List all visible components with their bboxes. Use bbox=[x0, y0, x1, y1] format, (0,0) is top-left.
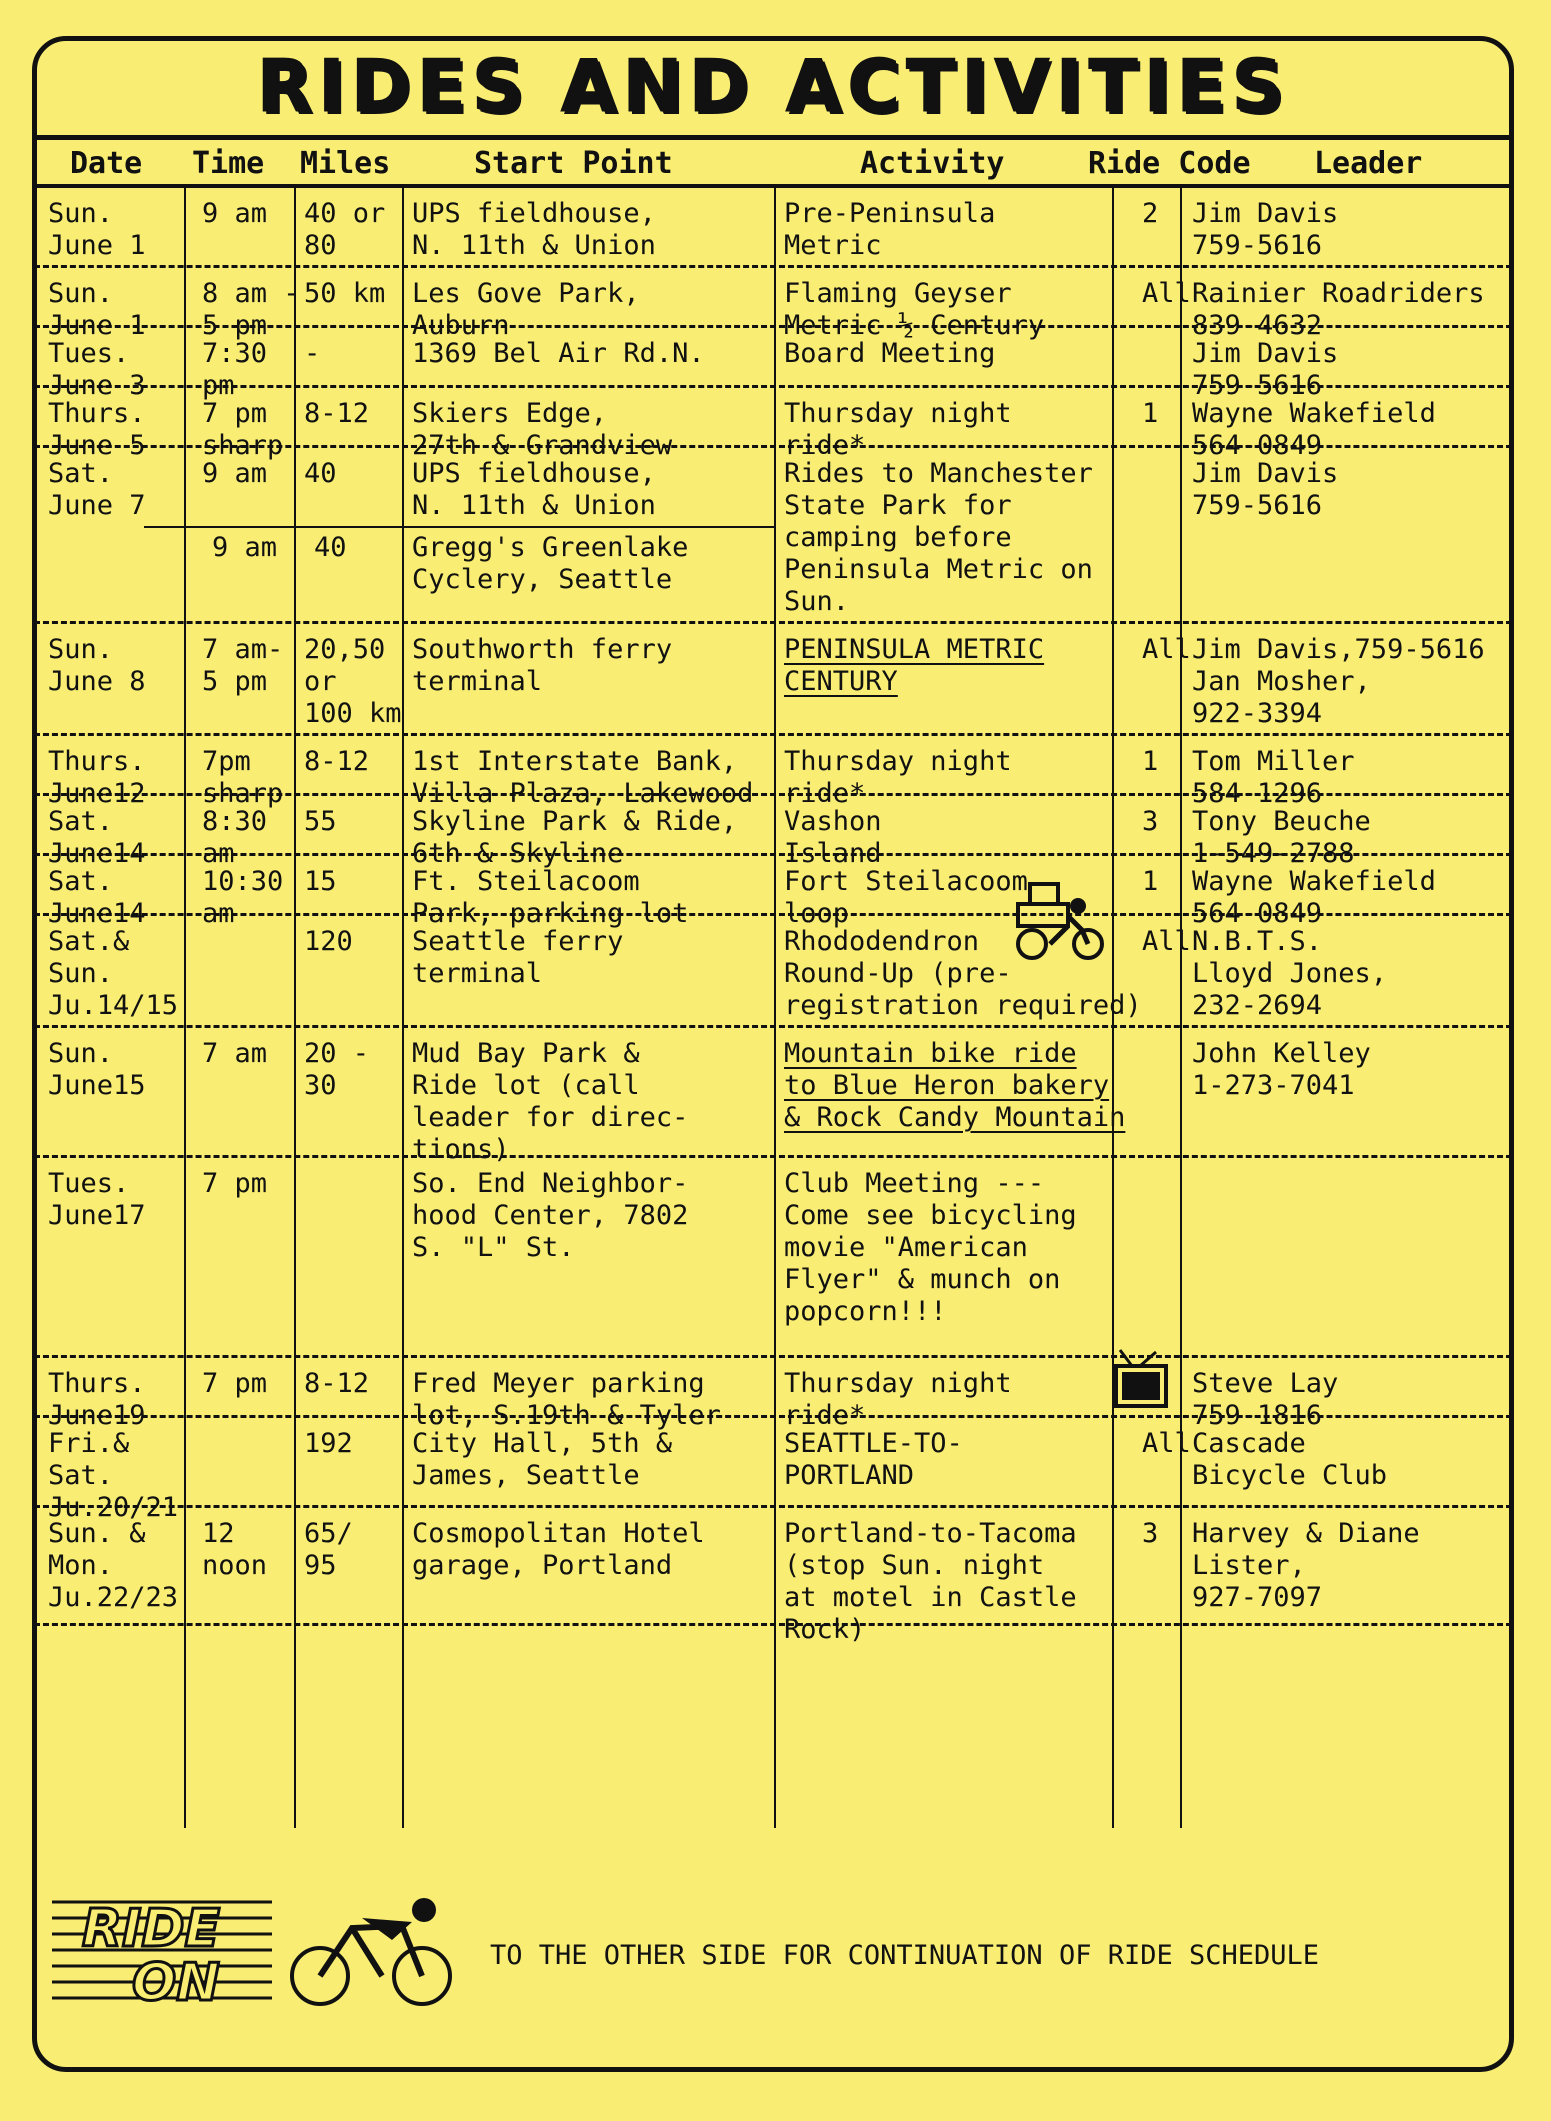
cell-leader: Tom Miller 584-1296 bbox=[1192, 746, 1355, 809]
cell-code: 1 bbox=[1142, 398, 1159, 429]
cell-code: All bbox=[1142, 1428, 1191, 1459]
col-ride-code: Ride Code bbox=[1088, 146, 1251, 181]
cell-date: Thurs. June12 bbox=[48, 746, 146, 809]
cell-date: Thurs. June 5 bbox=[48, 398, 146, 461]
cell-activity: Club Meeting --- Come see bicycling movie "American Flyer" & munch on popcorn!!! bbox=[784, 1168, 1077, 1327]
cell-date: Sat.& Sun. Ju.14/15 bbox=[48, 926, 179, 1021]
cell-date: Sat. June14 bbox=[48, 866, 146, 929]
rides-table bbox=[34, 188, 1512, 1828]
cell-time: 9 am bbox=[202, 198, 268, 229]
cell-leader: Jim Davis 759-5616 bbox=[1192, 198, 1339, 261]
cell-leader: Jim Davis,759-5616 Jan Mosher, 922-3394 bbox=[1192, 634, 1485, 729]
cell-code: 1 bbox=[1142, 746, 1159, 777]
table-row bbox=[34, 1358, 1512, 1431]
cell-activity: Thursday night ride* bbox=[784, 1368, 1012, 1431]
cell-start: Skiers Edge, 27th & Grandview bbox=[412, 398, 673, 461]
cell-miles: 40 bbox=[304, 458, 337, 489]
cell-start: Fred Meyer parking lot, S.19th & Tyler bbox=[412, 1368, 721, 1431]
cell-start: UPS fieldhouse, N. 11th & Union bbox=[412, 458, 656, 521]
cell-leader: Wayne Wakefield 564-0849 bbox=[1192, 866, 1436, 929]
table-row bbox=[34, 1158, 1512, 1358]
cell-time: 8 am - 5 pm bbox=[202, 278, 300, 341]
cell-code: 2 bbox=[1142, 198, 1159, 229]
title-banner bbox=[32, 36, 1514, 140]
cell-activity: Fort Steilacoom loop bbox=[784, 866, 1028, 929]
cell-leader: Rainier Roadriders 839-4632 bbox=[1192, 278, 1485, 341]
cell-code: 3 bbox=[1142, 1518, 1159, 1549]
svg-text:RIDE: RIDE bbox=[82, 1899, 221, 1959]
cell-leader: Cascade Bicycle Club bbox=[1192, 1428, 1388, 1491]
cell-activity: Vashon Island bbox=[784, 806, 882, 869]
cell-activity: Rides to Manchester State Park for camping before Peninsula Metric on Sun. bbox=[784, 458, 1093, 617]
cell-activity: Thursday night ride* bbox=[784, 398, 1012, 461]
cell-date: Tues. June 3 bbox=[48, 338, 146, 401]
cell-activity: Pre-Peninsula Metric bbox=[784, 198, 996, 261]
cell-activity: Thursday night ride* bbox=[784, 746, 1012, 809]
cell-activity: SEATTLE-TO- PORTLAND bbox=[784, 1428, 963, 1491]
cell-time: 7 am- 5 pm bbox=[202, 634, 284, 697]
television-icon bbox=[1112, 1348, 1172, 1418]
cell-start-secondary: Gregg's Greenlake Cyclery, Seattle bbox=[412, 532, 689, 595]
table-header bbox=[34, 140, 1512, 188]
bicycle-cargo-icon bbox=[1010, 876, 1110, 966]
table-row bbox=[34, 448, 1512, 624]
cell-code: All bbox=[1142, 278, 1191, 309]
cell-date: Tues. June17 bbox=[48, 1168, 146, 1231]
cell-date: Sun. June 8 bbox=[48, 634, 146, 697]
cell-start: Mud Bay Park & Ride lot (call leader for direc- tions) bbox=[412, 1038, 689, 1165]
cell-time: 12 noon bbox=[202, 1518, 268, 1581]
cell-miles: 8-12 bbox=[304, 398, 370, 429]
cell-activity: Board Meeting bbox=[784, 338, 996, 369]
col-leader: Leader bbox=[1314, 146, 1423, 181]
table-row bbox=[34, 1028, 1512, 1165]
col-date: Date bbox=[70, 146, 143, 181]
svg-text:ON: ON bbox=[132, 1953, 220, 2008]
ride-on-logo bbox=[52, 1888, 472, 2008]
cell-miles: 55 bbox=[304, 806, 337, 837]
cell-start: Southworth ferry terminal bbox=[412, 634, 673, 697]
cell-miles: 20 - 30 bbox=[304, 1038, 370, 1101]
cell-start: Seattle ferry terminal bbox=[412, 926, 624, 989]
table-row bbox=[34, 188, 1512, 268]
cell-miles: 8-12 bbox=[304, 746, 370, 777]
cell-leader: Jim Davis 759-5616 bbox=[1192, 338, 1339, 401]
cell-time: 7pm sharp bbox=[202, 746, 284, 809]
col-start-point: Start Point bbox=[474, 146, 673, 181]
page-title: RIDES AND ACTIVITIES bbox=[256, 43, 1290, 128]
cell-date: Sat. June 7 bbox=[48, 458, 146, 521]
table-row bbox=[34, 916, 1512, 1028]
cell-date: Sun. June15 bbox=[48, 1038, 146, 1101]
col-time: Time bbox=[192, 146, 265, 181]
cell-start: Les Gove Park, Auburn bbox=[412, 278, 640, 341]
cell-start: 1369 Bel Air Rd.N. bbox=[412, 338, 705, 369]
cell-code: 3 bbox=[1142, 806, 1159, 837]
cell-leader: Wayne Wakefield 564-0849 bbox=[1192, 398, 1436, 461]
cell-activity: Rhododendron Round-Up (pre- registration required) bbox=[784, 926, 1142, 1021]
cell-start: Cosmopolitan Hotel garage, Portland bbox=[412, 1518, 705, 1581]
cell-activity: Flaming Geyser Metric ½ Century bbox=[784, 278, 1045, 341]
table-row bbox=[34, 856, 1512, 929]
cell-time: 8:30 am bbox=[202, 806, 268, 869]
table-row bbox=[34, 796, 1512, 869]
cell-leader: Steve Lay 759-1816 bbox=[1192, 1368, 1339, 1431]
cell-miles-secondary: 40 bbox=[314, 532, 347, 563]
cell-date: Sat. June14 bbox=[48, 806, 146, 869]
cell-time-secondary: 9 am bbox=[212, 532, 278, 563]
col-activity: Activity bbox=[860, 146, 1005, 181]
cell-miles: 120 bbox=[304, 926, 353, 957]
cell-miles: 192 bbox=[304, 1428, 353, 1459]
cell-miles: 50 km bbox=[304, 278, 386, 309]
cell-code: 1 bbox=[1142, 866, 1159, 897]
cell-date: Sun. June 1 bbox=[48, 198, 146, 261]
cell-miles: 15 bbox=[304, 866, 337, 897]
cell-activity: Portland-to-Tacoma (stop Sun. night at motel in Castle Rock) bbox=[784, 1518, 1077, 1645]
cell-miles: 20,50 or 100 km bbox=[304, 634, 402, 729]
cell-start: Skyline Park & Ride, 6th & Skyline bbox=[412, 806, 738, 869]
cell-leader: John Kelley 1-273-7041 bbox=[1192, 1038, 1371, 1101]
cell-leader: N.B.T.S. Lloyd Jones, 232-2694 bbox=[1192, 926, 1388, 1021]
col-miles: Miles bbox=[300, 146, 391, 181]
cell-date: Fri.& Sat. Ju.20/21 bbox=[48, 1428, 179, 1523]
cell-date: Sun. June 1 bbox=[48, 278, 146, 341]
table-row bbox=[34, 736, 1512, 809]
cell-miles: 65/ 95 bbox=[304, 1518, 353, 1581]
sub-row-divider bbox=[144, 526, 774, 528]
cell-date: Thurs. June19 bbox=[48, 1368, 146, 1431]
cell-leader: Tony Beuche 1-549-2788 bbox=[1192, 806, 1371, 869]
cell-time: 7:30 pm bbox=[202, 338, 268, 401]
cell-code: All bbox=[1142, 926, 1191, 957]
cell-time: 7 pm bbox=[202, 1168, 268, 1199]
cell-time: 10:30 am bbox=[202, 866, 284, 929]
cell-date: Sun. & Mon. Ju.22/23 bbox=[48, 1518, 179, 1613]
cell-leader: Jim Davis 759-5616 bbox=[1192, 458, 1339, 521]
cell-time: 7 pm sharp bbox=[202, 398, 284, 461]
cell-code: All bbox=[1142, 634, 1191, 665]
footer-note: TO THE OTHER SIDE FOR CONTINUATION OF RIDE SCHEDULE bbox=[490, 1940, 1320, 1971]
table-row bbox=[34, 1508, 1512, 1645]
cell-leader: Harvey & Diane Lister, 927-7097 bbox=[1192, 1518, 1420, 1613]
cell-start: Ft. Steilacoom Park, parking lot bbox=[412, 866, 689, 929]
cell-time: 9 am bbox=[202, 458, 268, 489]
cell-miles: 40 or 80 bbox=[304, 198, 386, 261]
cell-activity: PENINSULA METRIC CENTURY bbox=[784, 634, 1045, 697]
table-row bbox=[34, 328, 1512, 401]
cell-miles: 8-12 bbox=[304, 1368, 370, 1399]
cell-time: 7 am bbox=[202, 1038, 268, 1069]
table-row bbox=[34, 388, 1512, 461]
cell-time: 7 pm bbox=[202, 1368, 268, 1399]
cell-start: UPS fieldhouse, N. 11th & Union bbox=[412, 198, 656, 261]
cell-activity: Mountain bike ride to Blue Heron bakery & Rock Candy Mountain bbox=[784, 1038, 1126, 1133]
cell-miles: - bbox=[304, 338, 321, 369]
cell-start: City Hall, 5th & James, Seattle bbox=[412, 1428, 673, 1491]
table-row bbox=[34, 268, 1512, 341]
cell-start: 1st Interstate Bank, Villa Plaza, Lakewood bbox=[412, 746, 754, 809]
table-row bbox=[34, 624, 1512, 736]
table-row bbox=[34, 1418, 1512, 1523]
cell-start: So. End Neighbor- hood Center, 7802 S. "L" St. bbox=[412, 1168, 689, 1263]
